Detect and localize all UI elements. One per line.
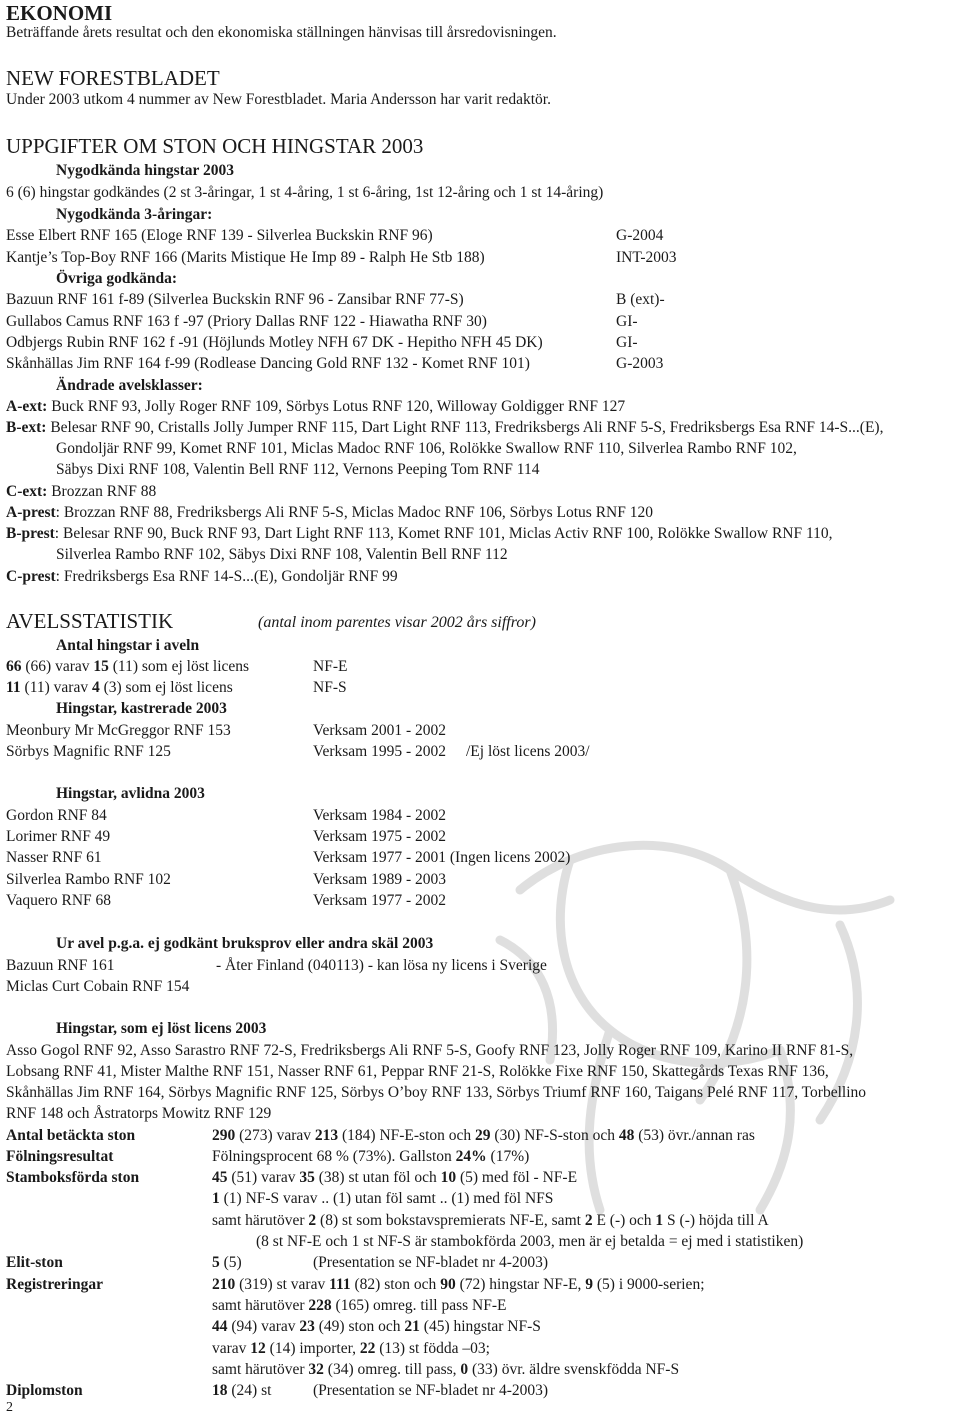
ejlicens-list: Skånhällas Jim RNF 164, Sörbys Magnific RNF 125, Sörbys O’boy RNF 133, Sörbys Triumf RNF 160, Taigans Pelé RNF 117, Torbellino (6, 1084, 867, 1101)
stallion-name: Vaquero RNF 68 (6, 892, 112, 909)
avelsklass-list: Säbys Dixi RNF 108, Valentin Bell RNF 112, Vernons Peeping Tom RNF 114 (56, 461, 540, 478)
stat-note: (Presentation se NF-bladet nr 4-2003) (313, 1382, 549, 1399)
license-note: /Ej löst licens 2003/ (466, 743, 590, 760)
stat-label: Registreringar (6, 1276, 103, 1293)
forestbladet-text: Under 2003 utkom 4 nummer av New Forestbladet. Maria Andersson har varit redaktör. (6, 91, 551, 108)
ovriga-heading: Övriga godkända: (56, 270, 178, 287)
nygodkanda-heading: Nygodkända hingstar 2003 (56, 162, 235, 179)
stat-number: 4 (91, 679, 100, 696)
avelsklass-label: C-ext: (6, 483, 48, 500)
avelsklass-label: A-ext: (6, 398, 48, 415)
stat-value: 45 (51) varav 35 (38) st utan föl och 10 (5) med föl - NF-E (212, 1169, 578, 1186)
stat-row-diplom (6, 1381, 956, 1401)
stat-value: 5 (5) (212, 1254, 242, 1271)
page-number: 2 (6, 1400, 13, 1415)
avelsklass-list: Silverlea Rambo RNF 102, Säbys Dixi RNF 108, Valentin Bell RNF 112 (56, 546, 508, 563)
avelsklass-row (6, 397, 625, 417)
stat-value: 18 (24) st (212, 1382, 272, 1399)
uravel-heading: Ur avel p.g.a. ej godkänt bruksprov eller andra skäl 2003 (56, 935, 434, 952)
list-item (6, 657, 606, 677)
list-item (6, 290, 946, 310)
active-period: Verksam 2001 - 2002 (313, 722, 447, 739)
active-period: Verksam 1975 - 2002 (313, 828, 447, 845)
stat-text: (11) varav (20, 679, 92, 696)
list-item (6, 333, 946, 353)
avelsklass-row (6, 418, 883, 438)
stat-row-elit (6, 1253, 956, 1273)
stat-text: (3) som ej löst licens (99, 679, 233, 696)
stat-note: (Presentation se NF-bladet nr 4-2003) (313, 1254, 549, 1271)
active-period: Verksam 1984 - 2002 (313, 807, 447, 824)
stallion-class: GI- (616, 313, 638, 330)
avelsklass-label: C-prest (6, 568, 56, 585)
stat-value: 44 (94) varav 23 (49) ston och 21 (45) hingstar NF-S (212, 1318, 541, 1335)
avelsklass-list: Buck RNF 93, Jolly Roger RNF 109, Sörbys Lotus RNF 120, Willoway Goldigger RNF 127 (51, 398, 626, 415)
section-title-uppgifter: UPPGIFTER OM STON OCH HINGSTAR 2003 (6, 134, 424, 158)
stat-label: Elit-ston (6, 1254, 63, 1271)
stat-value: samt härutöver 228 (165) omreg. till pass NF-E (212, 1297, 507, 1314)
stallion-name: Odbjergs Rubin RNF 162 f -91 (Höjlunds Motley NFH 67 DK - Hepitho NFH 45 DK) (6, 334, 543, 351)
stat-value: 290 (273) varav 213 (184) NF-E-ston och 29 (30) NF-S-ston och 48 (53) övr./annan ras (212, 1127, 755, 1144)
stat-value: varav 12 (14) importer, 22 (13) st födda –03; (212, 1340, 490, 1357)
avelsklass-list: : Brozzan RNF 88, Fredriksbergs Ali RNF 5-S, Miclas Madoc RNF 106, Sörbys Lotus RNF 120 (55, 504, 653, 521)
stallion-class: GI- (616, 334, 638, 351)
stat-value: 1 (1) NF-S varav .. (1) utan föl samt .. (1) med föl NFS (212, 1190, 554, 1207)
avelsklass-label: B-prest (6, 525, 55, 542)
list-item (6, 354, 946, 374)
ekonomi-text: Beträffande årets resultat och den ekonomiska ställningen hänvisas till årsredovisningen. (6, 24, 557, 41)
list-item (6, 891, 706, 911)
list-item (6, 312, 946, 332)
stallion-class: G-2003 (616, 355, 664, 372)
list-item (6, 806, 706, 826)
stat-value: samt härutöver 32 (34) omreg. till pass, 0 (33) övr. äldre svenskfödda NF-S (212, 1361, 680, 1378)
stat-label: Diplomston (6, 1382, 83, 1399)
avelsklass-list: Belesar RNF 90, Cristalls Jolly Jumper RNF 115, Dart Light RNF 113, Fredriksbergs Ali RNF 5-S, Fredriksbergs Esa RNF 14-S...(E), (50, 419, 884, 436)
stat-value: Fölningsprocent 68 % (73%). Gallston 24% (17%) (212, 1148, 530, 1165)
avelsklass-label: B-ext: (6, 419, 47, 436)
active-period: Verksam 1977 - 2001 (Ingen licens 2002) (313, 849, 571, 866)
avelsklass-row (6, 567, 398, 587)
ejlicens-list: RNF 148 och Åstratorps Mowitz RNF 129 (6, 1105, 272, 1122)
stallion-name: Bazuun RNF 161 (6, 957, 115, 974)
avelsstatistik-subtitle: (antal inom parentes visar 2002 års siffror) (258, 614, 536, 631)
stat-number: 66 (6, 658, 22, 675)
list-item (6, 742, 706, 762)
stat-label: Fölningsresultat (6, 1148, 114, 1165)
ejlicens-list: Lobsang RNF 41, Mister Malthe RNF 151, Nasser RNF 61, Peppar RNF 21-S, Rolökke Fixe RNF 150, Skattegårds Texas RNF 136, (6, 1063, 829, 1080)
list-item (6, 226, 946, 246)
stallion-name: Silverlea Rambo RNF 102 (6, 871, 171, 888)
section-title-ekonomi: EKONOMI (6, 1, 113, 25)
stallion-name: Sörbys Magnific RNF 125 (6, 743, 171, 760)
avelsklass-row (6, 503, 653, 523)
active-period: Verksam 1995 - 2002 (313, 743, 447, 760)
stambok-note: (8 st NF-E och 1 st NF-S är stambokförda 2003, men är ej betalda = ej med i statistiken) (256, 1233, 804, 1250)
stallion-name: Nasser RNF 61 (6, 849, 102, 866)
stat-number: 11 (6, 679, 21, 696)
stallion-class: INT-2003 (616, 249, 677, 266)
stat-value: samt härutöver 2 (8) st som bokstavspremierats NF-E, samt 2 E (-) och 1 S (-) höjda till A (212, 1212, 769, 1229)
avlidna-heading: Hingstar, avlidna 2003 (56, 785, 205, 802)
stat-text: (11) som ej löst licens (108, 658, 250, 675)
stallion-name: Miclas Curt Cobain RNF 154 (6, 978, 190, 995)
avelsklass-list: : Fredriksbergs Esa RNF 14-S...(E), Gondoljär RNF 99 (55, 568, 398, 585)
stat-text: (66) varav (21, 658, 94, 675)
stat-number: 15 (93, 658, 109, 675)
stallion-name: Kantje’s Top-Boy RNF 166 (Marits Mistique He Imp 89 - Ralph He Stb 188) (6, 249, 485, 266)
list-item (6, 870, 706, 890)
uravel-note: - Åter Finland (040113) - kan lösa ny licens i Sverige (216, 957, 547, 974)
stallion-name: Gullabos Camus RNF 163 f -97 (Priory Dallas RNF 122 - Hiawatha RNF 30) (6, 313, 487, 330)
stallion-name: Meonbury Mr McGreggor RNF 153 (6, 722, 231, 739)
list-item (6, 956, 806, 976)
ejlicens-heading: Hingstar, som ej löst licens 2003 (56, 1020, 267, 1037)
ejlicens-list: Asso Gogol RNF 92, Asso Sarastro RNF 72-S, Fredriksbergs Ali RNF 5-S, Goofy RNF 123, Jolly Roger RNF 109, Karino II RNF 81-S, (6, 1042, 854, 1059)
list-item (6, 977, 189, 997)
list-item (6, 848, 706, 868)
section-title-avelsstatistik: AVELSSTATISTIK (6, 609, 174, 633)
stallion-name: Gordon RNF 84 (6, 807, 107, 824)
avelsklass-row (6, 482, 156, 502)
stallion-class: B (ext)- (616, 291, 665, 308)
stallion-name: Skånhällas Jim RNF 164 f-99 (Rodlease Dancing Gold RNF 132 - Komet RNF 101) (6, 355, 530, 372)
stallion-name: Bazuun RNF 161 f-89 (Silverlea Buckskin RNF 96 - Zansibar RNF 77-S) (6, 291, 464, 308)
breed-type: NF-S (313, 679, 347, 696)
list-item (6, 678, 606, 698)
active-period: Verksam 1989 - 2003 (313, 871, 447, 888)
andrade-heading: Ändrade avelsklasser: (56, 377, 203, 394)
active-period: Verksam 1977 - 2002 (313, 892, 447, 909)
avelsstatistik-header (6, 609, 946, 633)
stat-row-betackta (6, 1126, 956, 1146)
stat-row-reg (6, 1275, 956, 1295)
breed-type: NF-E (313, 658, 348, 675)
list-item (6, 721, 706, 741)
stat-label: Antal betäckta ston (6, 1127, 136, 1144)
avelsklass-list: Brozzan RNF 88 (51, 483, 157, 500)
list-item (6, 248, 946, 268)
kastrerade-heading: Hingstar, kastrerade 2003 (56, 700, 227, 717)
stat-row-folning (6, 1147, 956, 1167)
avelsklass-label: A-prest (6, 504, 56, 521)
avelsklass-row (6, 524, 833, 544)
list-item (6, 827, 706, 847)
antal-heading: Antal hingstar i aveln (56, 637, 200, 654)
stat-row-stambok (6, 1168, 956, 1188)
stallion-name: Esse Elbert RNF 165 (Eloge RNF 139 - Silverlea Buckskin RNF 96) (6, 227, 433, 244)
avelsklass-list: : Belesar RNF 90, Buck RNF 93, Dart Light RNF 113, Komet RNF 101, Miclas Activ RNF 100, Rolökke Swallow RNF 110, (54, 525, 833, 542)
stallion-class: G-2004 (616, 227, 664, 244)
stallion-name: Lorimer RNF 49 (6, 828, 111, 845)
section-title-forestbladet: NEW FORESTBLADET (6, 66, 220, 90)
nygodkanda-summary: 6 (6) hingstar godkändes (2 st 3-åringar, 1 st 4-åring, 1 st 6-åring, 1st 12-åring och 1 st 14-åring) (6, 184, 604, 201)
stat-label: Stamboksförda ston (6, 1169, 140, 1186)
treaaringar-heading: Nygodkända 3-åringar: (56, 206, 213, 223)
avelsklass-list: Gondoljär RNF 99, Komet RNF 101, Miclas Madoc RNF 106, Rolökke Swallow RNF 110, Silverlea Rambo RNF 102, (56, 440, 797, 457)
stat-value: 210 (319) st varav 111 (82) ston och 90 (72) hingstar NF-E, 9 (5) i 9000-serien; (212, 1276, 705, 1293)
